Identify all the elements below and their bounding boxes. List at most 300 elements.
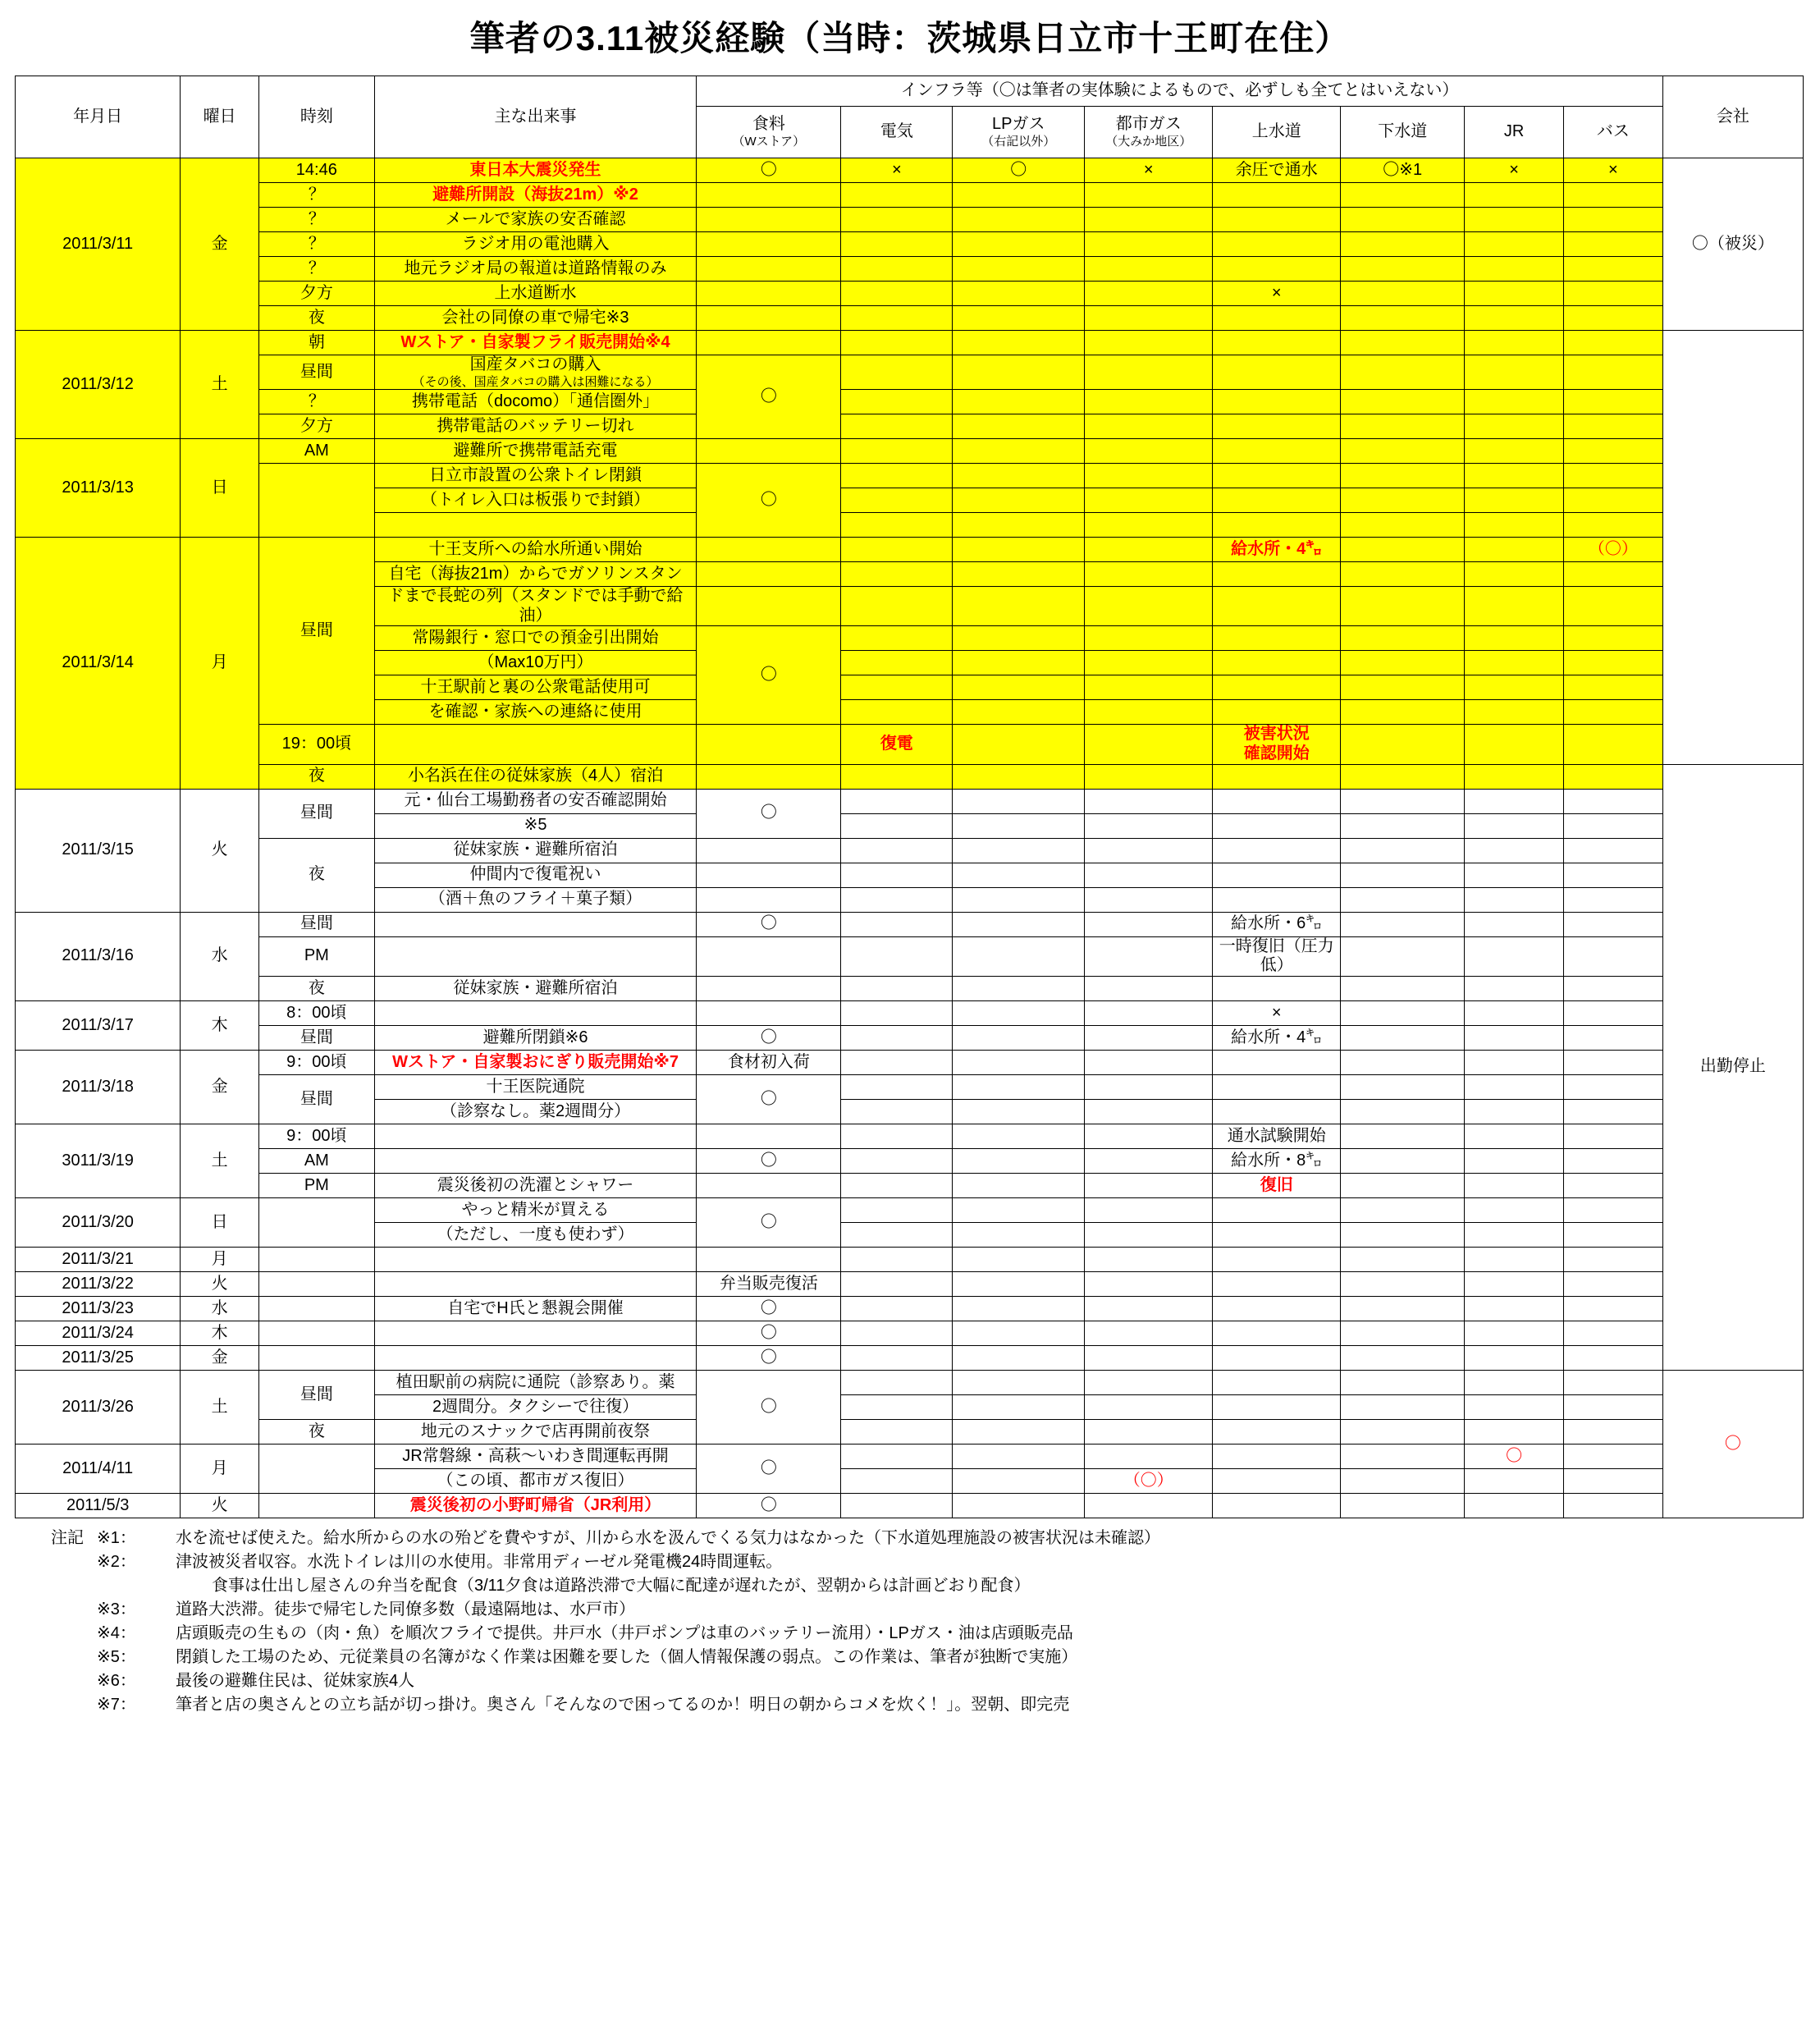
col-company: 会社 — [1662, 76, 1803, 158]
cell-sewer — [1341, 1000, 1465, 1025]
cell-citygas — [1085, 355, 1213, 390]
cell-citygas — [1085, 1345, 1213, 1370]
cell-weekday: 月 — [181, 1247, 259, 1271]
cell-time — [258, 1345, 374, 1370]
table-row — [16, 1124, 1804, 1148]
cell-sewer — [1341, 282, 1465, 306]
cell-date: 2011/3/15 — [16, 789, 181, 912]
cell-power — [841, 464, 953, 488]
note-marker: ※7： — [97, 1695, 136, 1714]
cell-citygas — [1085, 232, 1213, 257]
cell-jr — [1465, 183, 1564, 208]
cell-jr — [1465, 1173, 1564, 1197]
cell-water — [1213, 331, 1341, 355]
cell-power — [841, 183, 953, 208]
cell-sewer — [1341, 1493, 1465, 1518]
cell-lpgas — [953, 257, 1085, 282]
cell-bus — [1563, 838, 1662, 863]
table-row — [16, 390, 1804, 414]
cell-lpgas — [953, 838, 1085, 863]
cell-bus — [1563, 912, 1662, 936]
cell-jr — [1465, 936, 1564, 976]
cell-bus — [1563, 700, 1662, 725]
cell-bus — [1563, 813, 1662, 838]
cell-time: 昼間 — [258, 789, 374, 838]
cell-food — [697, 764, 841, 789]
cell-citygas — [1085, 651, 1213, 675]
cell-bus — [1563, 1148, 1662, 1173]
cell-bus — [1563, 1493, 1662, 1518]
note-row — [15, 1622, 1805, 1646]
cell-bus — [1563, 651, 1662, 675]
cell-weekday: 金 — [181, 1345, 259, 1370]
cell-lpgas — [953, 1370, 1085, 1394]
cell-citygas — [1085, 912, 1213, 936]
cell-sewer — [1341, 1394, 1465, 1419]
cell-power — [841, 1321, 953, 1345]
cell-power — [841, 936, 953, 976]
note-marker: ※4： — [97, 1623, 136, 1642]
cell-event: （この頃、都市ガス復旧） — [374, 1468, 697, 1493]
cell-citygas — [1085, 1394, 1213, 1419]
table-row — [16, 439, 1804, 464]
cell-citygas — [1085, 1419, 1213, 1444]
cell-food: 〇 — [697, 1025, 841, 1050]
cell-event: 避難所で携帯電話充電 — [374, 439, 697, 464]
cell-power: 復電 — [841, 725, 953, 764]
cell-power — [841, 1247, 953, 1271]
cell-sewer — [1341, 1321, 1465, 1345]
cell-date: 2011/3/25 — [16, 1345, 181, 1370]
note-text: 水を流せば使えた。給水所からの水の殆どを費やすが、川から水を汲んでくる気力はなかった（下水道処理施設の被害状況は未確認） — [176, 1528, 1160, 1547]
cell-sewer — [1341, 1370, 1465, 1394]
cell-lpgas — [953, 1000, 1085, 1025]
cell-food: 〇 — [697, 1296, 841, 1321]
cell-jr — [1465, 488, 1564, 513]
cell-lpgas — [953, 390, 1085, 414]
cell-bus — [1563, 1370, 1662, 1394]
cell-lpgas — [953, 1222, 1085, 1247]
cell-citygas — [1085, 789, 1213, 813]
cell-lpgas — [953, 1345, 1085, 1370]
cell-jr — [1465, 1271, 1564, 1296]
cell-event: （酒＋魚のフライ＋菓子類） — [374, 887, 697, 912]
cell-bus — [1563, 488, 1662, 513]
cell-bus — [1563, 1345, 1662, 1370]
cell-power — [841, 1025, 953, 1050]
cell-weekday: 水 — [181, 1296, 259, 1321]
cell-jr — [1465, 1099, 1564, 1124]
cell-sewer — [1341, 513, 1465, 538]
cell-power — [841, 1222, 953, 1247]
cell-lpgas — [953, 1296, 1085, 1321]
cell-time: 9：00頃 — [258, 1050, 374, 1074]
cell-event: 日立市設置の公衆トイレ閉鎖 — [374, 464, 697, 488]
cell-lpgas — [953, 1173, 1085, 1197]
cell-bus — [1563, 789, 1662, 813]
cell-power — [841, 863, 953, 887]
cell-lpgas — [953, 1148, 1085, 1173]
cell-time: 19：00頃 — [258, 725, 374, 764]
cell-time: PM — [258, 1173, 374, 1197]
cell-water: × — [1213, 282, 1341, 306]
cell-weekday: 月 — [181, 1444, 259, 1493]
cell-lpgas: 〇 — [953, 158, 1085, 183]
cell-citygas — [1085, 1050, 1213, 1074]
cell-food — [697, 725, 841, 764]
cell-water — [1213, 232, 1341, 257]
cell-power — [841, 813, 953, 838]
table-row — [16, 1025, 1804, 1050]
cell-time: 夜 — [258, 976, 374, 1000]
cell-bus — [1563, 1050, 1662, 1074]
cell-food: 〇 — [697, 1444, 841, 1493]
cell-event: 地元ラジオ局の報道は道路情報のみ — [374, 257, 697, 282]
cell-event: メールで家族の安否確認 — [374, 208, 697, 232]
cell-sewer — [1341, 976, 1465, 1000]
table-row — [16, 1296, 1804, 1321]
cell-power — [841, 562, 953, 587]
table-row — [16, 355, 1804, 390]
cell-jr — [1465, 838, 1564, 863]
cell-citygas — [1085, 1296, 1213, 1321]
cell-citygas — [1085, 1444, 1213, 1468]
table-row — [16, 1050, 1804, 1074]
cell-citygas — [1085, 1124, 1213, 1148]
cell-event — [374, 1271, 697, 1296]
cell-power — [841, 439, 953, 464]
cell-power — [841, 976, 953, 1000]
cell-jr — [1465, 538, 1564, 562]
cell-water — [1213, 464, 1341, 488]
cell-lpgas — [953, 562, 1085, 587]
cell-power — [841, 257, 953, 282]
cell-citygas — [1085, 282, 1213, 306]
cell-jr — [1465, 863, 1564, 887]
cell-water: 復旧 — [1213, 1173, 1341, 1197]
cell-bus — [1563, 414, 1662, 439]
cell-jr — [1465, 651, 1564, 675]
cell-sewer — [1341, 488, 1465, 513]
cell-sewer — [1341, 1247, 1465, 1271]
cell-water: 通水試験開始 — [1213, 1124, 1341, 1148]
cell-food — [697, 282, 841, 306]
cell-citygas — [1085, 257, 1213, 282]
cell-event: 会社の同僚の車で帰宅※3 — [374, 306, 697, 331]
cell-food: 〇 — [697, 1370, 841, 1444]
table-row — [16, 282, 1804, 306]
page-title: 筆者の3.11被災経験（当時：茨城県日立市十王町在住） — [469, 19, 1351, 57]
cell-power — [841, 1493, 953, 1518]
cell-citygas — [1085, 390, 1213, 414]
cell-lpgas — [953, 1321, 1085, 1345]
cell-event: （トイレ入口は板張りで封鎖） — [374, 488, 697, 513]
cell-bus — [1563, 183, 1662, 208]
cell-power — [841, 538, 953, 562]
cell-event: 上水道断水 — [374, 282, 697, 306]
page — [0, 11, 1820, 1717]
cell-water — [1213, 1370, 1341, 1394]
table-row — [16, 257, 1804, 282]
cell-bus — [1563, 626, 1662, 651]
note-row — [15, 1646, 1805, 1669]
cell-bus — [1563, 232, 1662, 257]
cell-company: 〇 — [1662, 1370, 1803, 1518]
table-row — [16, 1321, 1804, 1345]
cell-food — [697, 1124, 841, 1148]
cell-date: 2011/3/17 — [16, 1000, 181, 1050]
cell-water — [1213, 1222, 1341, 1247]
cell-citygas — [1085, 700, 1213, 725]
cell-lpgas — [953, 538, 1085, 562]
cell-event: ラジオ用の電池購入 — [374, 232, 697, 257]
cell-citygas — [1085, 1000, 1213, 1025]
cell-time: PM — [258, 936, 374, 976]
cell-food — [697, 887, 841, 912]
cell-water — [1213, 813, 1341, 838]
cell-time — [258, 1493, 374, 1518]
cell-water — [1213, 976, 1341, 1000]
cell-water: 給水所・4㌔ — [1213, 538, 1341, 562]
cell-bus: （〇） — [1563, 538, 1662, 562]
cell-event: 自宅（海抜21m）からでガソリンスタン — [374, 562, 697, 587]
cell-food — [697, 257, 841, 282]
cell-lpgas — [953, 675, 1085, 700]
cell-citygas — [1085, 626, 1213, 651]
cell-event: 避難所閉鎖※6 — [374, 1025, 697, 1050]
cell-date: 2011/3/16 — [16, 912, 181, 1000]
cell-water — [1213, 764, 1341, 789]
cell-time: 昼間 — [258, 538, 374, 725]
table-row — [16, 232, 1804, 257]
note-marker: ※2： — [97, 1552, 136, 1571]
cell-food — [697, 538, 841, 562]
cell-time: 8：00頃 — [258, 1000, 374, 1025]
cell-weekday: 月 — [181, 538, 259, 789]
cell-food: 〇 — [697, 355, 841, 439]
cell-lpgas — [953, 1394, 1085, 1419]
notes-label: 注記 — [51, 1528, 84, 1547]
cell-lpgas — [953, 331, 1085, 355]
cell-time: AM — [258, 439, 374, 464]
cell-citygas — [1085, 1025, 1213, 1050]
cell-water — [1213, 789, 1341, 813]
cell-water — [1213, 1468, 1341, 1493]
cell-food — [697, 863, 841, 887]
cell-bus — [1563, 1394, 1662, 1419]
cell-power — [841, 1394, 953, 1419]
cell-jr — [1465, 1000, 1564, 1025]
cell-jr — [1465, 562, 1564, 587]
table-row — [16, 912, 1804, 936]
cell-time: ？ — [258, 390, 374, 414]
cell-weekday: 金 — [181, 158, 259, 331]
cell-food — [697, 587, 841, 626]
note-row — [15, 1598, 1805, 1622]
cell-time: ？ — [258, 257, 374, 282]
cell-water — [1213, 1247, 1341, 1271]
cell-water — [1213, 355, 1341, 390]
cell-lpgas — [953, 1444, 1085, 1468]
cell-bus: × — [1563, 158, 1662, 183]
cell-lpgas — [953, 355, 1085, 390]
cell-power: × — [841, 158, 953, 183]
cell-time: 昼間 — [258, 912, 374, 936]
note-text: 津波被災者収容。水洗トイレは川の水使用。非常用ディーゼル発電機24時間運転。 — [176, 1552, 783, 1571]
cell-water: × — [1213, 1000, 1341, 1025]
cell-sewer — [1341, 1148, 1465, 1173]
cell-weekday: 火 — [181, 1493, 259, 1518]
cell-lpgas — [953, 789, 1085, 813]
cell-citygas — [1085, 887, 1213, 912]
cell-power — [841, 414, 953, 439]
cell-jr — [1465, 1370, 1564, 1394]
cell-jr — [1465, 1050, 1564, 1074]
cell-event: 自宅でH氏と懇親会開催 — [374, 1296, 697, 1321]
cell-power — [841, 1173, 953, 1197]
cell-food: 弁当販売復活 — [697, 1271, 841, 1296]
cell-event: 元・仙台工場勤務者の安否確認開始 — [374, 789, 697, 813]
cell-citygas — [1085, 1074, 1213, 1099]
col-power: 電気 — [841, 107, 953, 158]
table-row — [16, 1148, 1804, 1173]
cell-jr — [1465, 1148, 1564, 1173]
cell-event: （Max10万円） — [374, 651, 697, 675]
cell-bus — [1563, 282, 1662, 306]
cell-citygas — [1085, 863, 1213, 887]
cell-lpgas — [953, 912, 1085, 936]
cell-jr — [1465, 1074, 1564, 1099]
cell-sewer — [1341, 390, 1465, 414]
note-text: 閉鎖した工場のため、元従業員の名簿がなく作業は困難を要した（個人情報保護の弱点。この作業は、筆者が独断で実施） — [176, 1647, 1078, 1666]
cell-event: 小名浜在住の従妹家族（4人）宿泊 — [374, 764, 697, 789]
cell-event: やっと精米が買える — [374, 1197, 697, 1222]
cell-citygas — [1085, 306, 1213, 331]
cell-bus — [1563, 257, 1662, 282]
cell-power — [841, 700, 953, 725]
cell-time — [258, 1247, 374, 1271]
cell-citygas — [1085, 513, 1213, 538]
cell-citygas — [1085, 1099, 1213, 1124]
cell-food: 〇 — [697, 1197, 841, 1247]
cell-power — [841, 675, 953, 700]
cell-jr — [1465, 1468, 1564, 1493]
cell-sewer — [1341, 651, 1465, 675]
table-row — [16, 789, 1804, 813]
cell-bus — [1563, 675, 1662, 700]
cell-jr — [1465, 355, 1564, 390]
cell-citygas — [1085, 1271, 1213, 1296]
cell-jr — [1465, 912, 1564, 936]
col-food — [697, 107, 841, 158]
cell-jr — [1465, 1124, 1564, 1148]
cell-lpgas — [953, 439, 1085, 464]
cell-bus — [1563, 1444, 1662, 1468]
cell-power — [841, 1148, 953, 1173]
cell-citygas: × — [1085, 158, 1213, 183]
cell-sewer — [1341, 700, 1465, 725]
cell-time: 朝 — [258, 331, 374, 355]
cell-sewer — [1341, 562, 1465, 587]
cell-jr — [1465, 725, 1564, 764]
cell-event: 十王医院通院 — [374, 1074, 697, 1099]
col-food-label: 食料 — [752, 115, 785, 134]
cell-bus — [1563, 306, 1662, 331]
cell-time: 夜 — [258, 764, 374, 789]
cell-power — [841, 488, 953, 513]
cell-lpgas — [953, 587, 1085, 626]
cell-water — [1213, 838, 1341, 863]
cell-bus — [1563, 513, 1662, 538]
cell-citygas — [1085, 838, 1213, 863]
cell-food — [697, 1173, 841, 1197]
cell-food: 〇 — [697, 1321, 841, 1345]
cell-food: 〇 — [697, 789, 841, 838]
cell-citygas — [1085, 725, 1213, 764]
cell-event: JR常磐線・高萩〜いわき間運転再開 — [374, 1444, 697, 1468]
cell-jr: 〇 — [1465, 1444, 1564, 1468]
cell-jr — [1465, 587, 1564, 626]
cell-power — [841, 355, 953, 390]
cell-weekday: 水 — [181, 912, 259, 1000]
table-row — [16, 464, 1804, 488]
cell-jr — [1465, 1419, 1564, 1444]
note-text: 道路大渋滞。徒歩で帰宅した同僚多数（最遠隔地は、水戸市） — [176, 1600, 635, 1618]
cell-jr — [1465, 1247, 1564, 1271]
cell-lpgas — [953, 183, 1085, 208]
cell-power — [841, 1000, 953, 1025]
cell-event — [374, 1247, 697, 1271]
cell-event — [374, 912, 697, 936]
cell-event — [374, 1345, 697, 1370]
cell-jr — [1465, 626, 1564, 651]
col-infra-group: インフラ等（〇は筆者の実体験によるもので、必ずしも全てとはいえない） — [697, 76, 1663, 107]
cell-power — [841, 789, 953, 813]
cell-power — [841, 1419, 953, 1444]
cell-sewer — [1341, 414, 1465, 439]
col-event: 主な出来事 — [374, 76, 697, 158]
cell-citygas — [1085, 183, 1213, 208]
cell-citygas — [1085, 675, 1213, 700]
note-text: 最後の避難住民は、従妹家族4人 — [176, 1671, 415, 1690]
cell-food — [697, 562, 841, 587]
cell-jr: × — [1465, 158, 1564, 183]
note-marker: ※6： — [97, 1671, 136, 1690]
cell-sewer — [1341, 306, 1465, 331]
col-lpgas — [953, 107, 1085, 158]
cell-water — [1213, 390, 1341, 414]
cell-jr — [1465, 208, 1564, 232]
cell-power — [841, 1296, 953, 1321]
cell-bus — [1563, 390, 1662, 414]
cell-food: 〇 — [697, 1493, 841, 1518]
note-marker: ※1： — [97, 1528, 136, 1547]
cell-bus — [1563, 976, 1662, 1000]
cell-citygas — [1085, 414, 1213, 439]
cell-event: 携帯電話（docomo）「通信圏外」 — [374, 390, 697, 414]
cell-sewer — [1341, 1124, 1465, 1148]
cell-weekday: 火 — [181, 789, 259, 912]
cell-bus — [1563, 1419, 1662, 1444]
cell-citygas — [1085, 1173, 1213, 1197]
cell-event: ドまで長蛇の列（スタンドでは手動で給油） — [374, 587, 697, 626]
cell-water: 余圧で通水 — [1213, 158, 1341, 183]
cell-time: 9：00頃 — [258, 1124, 374, 1148]
cell-food — [697, 183, 841, 208]
cell-sewer — [1341, 538, 1465, 562]
cell-citygas — [1085, 464, 1213, 488]
cell-citygas — [1085, 764, 1213, 789]
